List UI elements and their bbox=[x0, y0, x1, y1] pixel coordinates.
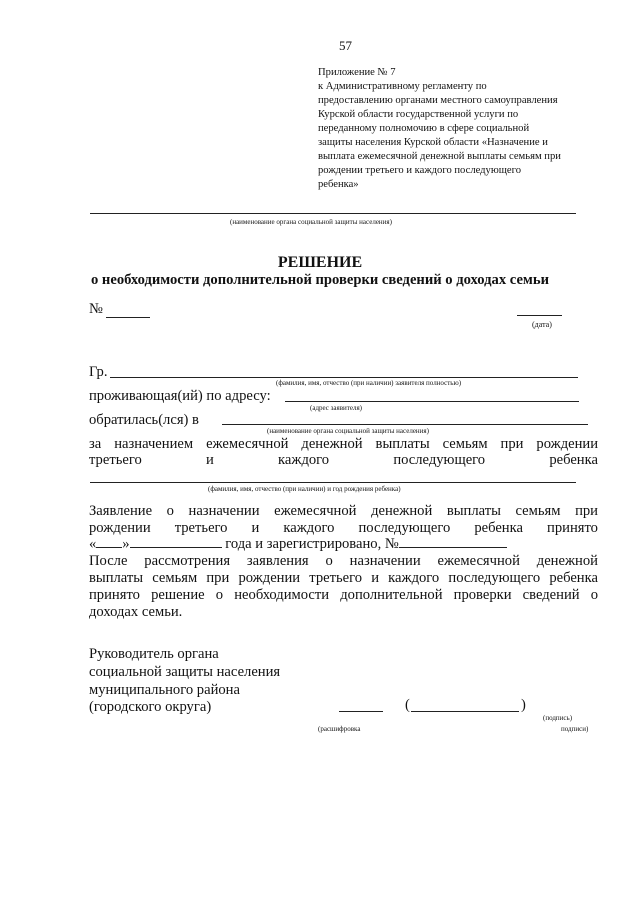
registration-number-field[interactable] bbox=[399, 547, 507, 548]
application-line-1: Заявление о назначении ежемесячной денежной выплаты семьям при bbox=[89, 503, 598, 519]
organ-line[interactable] bbox=[90, 213, 576, 214]
appendix-line: рождении третьего и каждого последующего bbox=[318, 165, 522, 176]
decision-line-2: выплаты семьям при рождении третьего и каждого последующего ребенка bbox=[89, 570, 598, 586]
paren-open: ( bbox=[405, 697, 410, 713]
address-field[interactable] bbox=[285, 401, 579, 402]
appendix-line: к Административному регламенту по bbox=[318, 81, 487, 92]
signature-line: Руководитель органа bbox=[89, 646, 219, 662]
sign-caption: (подпись) bbox=[543, 714, 573, 722]
application-line-3: « » года и зарегистрировано, № bbox=[89, 536, 507, 553]
rasshifrovka-caption: (расшифровка bbox=[318, 725, 361, 733]
appendix-line: Курской области государственной услуги по bbox=[318, 109, 519, 120]
gr-label: Гр. bbox=[89, 364, 108, 380]
appendix-line: выплата ежемесячной денежной выплаты семьям при bbox=[318, 151, 561, 162]
child-caption: (фамилия, имя, отчество (при наличии) и год рождения ребенка) bbox=[208, 485, 401, 493]
sign2-caption: подписи) bbox=[561, 725, 589, 733]
organ-applied-caption: (наименование органа социальной защиты населения) bbox=[267, 427, 429, 435]
application-line-2: рождении третьего и каждого последующего ребенка принято bbox=[89, 520, 598, 536]
appendix-line: Приложение № 7 bbox=[318, 67, 396, 78]
name-decode-field[interactable] bbox=[411, 711, 519, 712]
appendix-line: ребенка» bbox=[318, 179, 359, 190]
signature-line: социальной защиты населения bbox=[89, 664, 281, 680]
purpose-line-1: за назначением ежемесячной денежной выплаты семьям при рождении bbox=[89, 436, 599, 452]
document-subtitle: о необходимости дополнительной проверки сведений о доходах семьи bbox=[90, 272, 549, 288]
child-field[interactable] bbox=[90, 482, 576, 483]
organ-caption: (наименование органа социальной защиты населения) bbox=[230, 218, 392, 226]
signature-line: (городского округа) bbox=[89, 699, 212, 715]
appendix-line: защиты населения Курской области «Назначение и bbox=[318, 137, 548, 148]
signature-line: муниципального района bbox=[89, 682, 240, 698]
applicant-name-field[interactable] bbox=[110, 377, 578, 378]
document-title: РЕШЕНИЕ bbox=[277, 254, 363, 271]
applied-label: обратилась(лся) в bbox=[89, 412, 199, 428]
decision-line-1: После рассмотрения заявления о назначении ежемесячной денежной bbox=[89, 553, 598, 569]
month-field[interactable] bbox=[130, 547, 222, 548]
number-field[interactable] bbox=[106, 317, 150, 318]
address-label: проживающая(ий) по адресу: bbox=[89, 388, 271, 404]
applicant-caption: (фамилия, имя, отчество (при наличии) заявителя полностью) bbox=[276, 379, 462, 387]
purpose-line-2: третьего и каждого последующего ребенка bbox=[89, 452, 598, 468]
date-caption: (дата) bbox=[532, 320, 552, 329]
number-label: № bbox=[89, 301, 103, 317]
appendix-line: переданному полномочию в сфере социальной bbox=[318, 123, 530, 134]
day-field[interactable] bbox=[96, 547, 122, 548]
appendix-line: предоставлению органами местного самоуправления bbox=[318, 95, 558, 106]
decision-line-3: принято решение о необходимости дополнительной проверки сведений о bbox=[89, 587, 599, 603]
organ-applied-field[interactable] bbox=[222, 424, 588, 425]
decision-line-4: доходах семьи. bbox=[89, 604, 183, 620]
signature-field[interactable] bbox=[339, 711, 383, 712]
date-field[interactable] bbox=[517, 315, 562, 316]
address-caption: (адрес заявителя) bbox=[310, 404, 362, 412]
page-number: 57 bbox=[339, 38, 352, 53]
paren-close: ) bbox=[521, 697, 526, 713]
